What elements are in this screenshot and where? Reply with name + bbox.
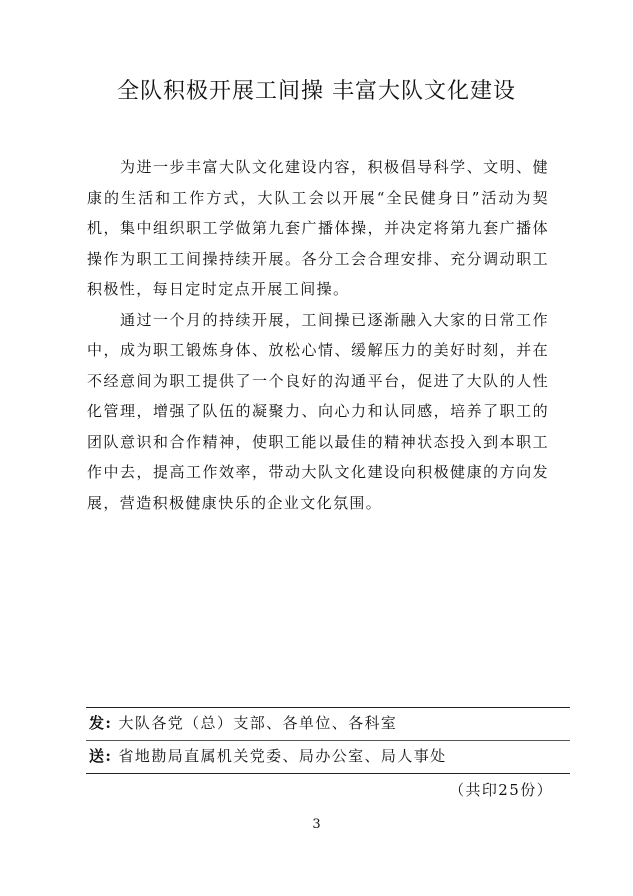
document-body xyxy=(87,152,549,518)
body-paragraph: 通过一个月的持续开展，工间操已逐渐融入大家的日常工作中，成为职工锻炼身体、放松心情、缓解压力的美好时刻，并在不经意间为职工提供了一个良好的沟通平台，促进了大队的人性化管理，增强了队伍的凝聚力、向心力和认同感，培养了职工的团队意识和合作精神，使职工能以最佳的精神状态投入到本职工作中去，提高工作效率，带动大队文化建设向积极健康的方向发展，营造积极健康快乐的企业文化氛围。 xyxy=(87,310,549,512)
body-paragraph: 为进一步丰富大队文化建设内容，积极倡导科学、文明、健康的生活和工作方式，大队工会以开展“全民健身日”活动为契机，集中组织职工学做第九套广播体操，并决定将第九套广播体操作为职工工间操持续开展。各分工会合理安排、充分调动职工积极性，每日定时定点开展工间操。 xyxy=(87,158,549,298)
distribution-send xyxy=(89,711,397,735)
copies-count: （共印25份） xyxy=(449,781,553,799)
distribution-cc xyxy=(89,744,447,768)
cc-label: 送: xyxy=(89,747,113,765)
divider-top xyxy=(86,707,570,708)
send-label: 发: xyxy=(89,714,113,732)
document-title: 全队积极开展工间操 丰富大队文化建设 xyxy=(117,79,516,104)
send-recipients: 大队各党（总）支部、各单位、各科室 xyxy=(118,714,398,732)
cc-recipients: 省地勘局直属机关党委、局办公室、局人事处 xyxy=(118,747,447,765)
page-number: 3 xyxy=(312,817,321,832)
divider-middle xyxy=(86,740,570,741)
divider-bottom xyxy=(86,773,570,774)
